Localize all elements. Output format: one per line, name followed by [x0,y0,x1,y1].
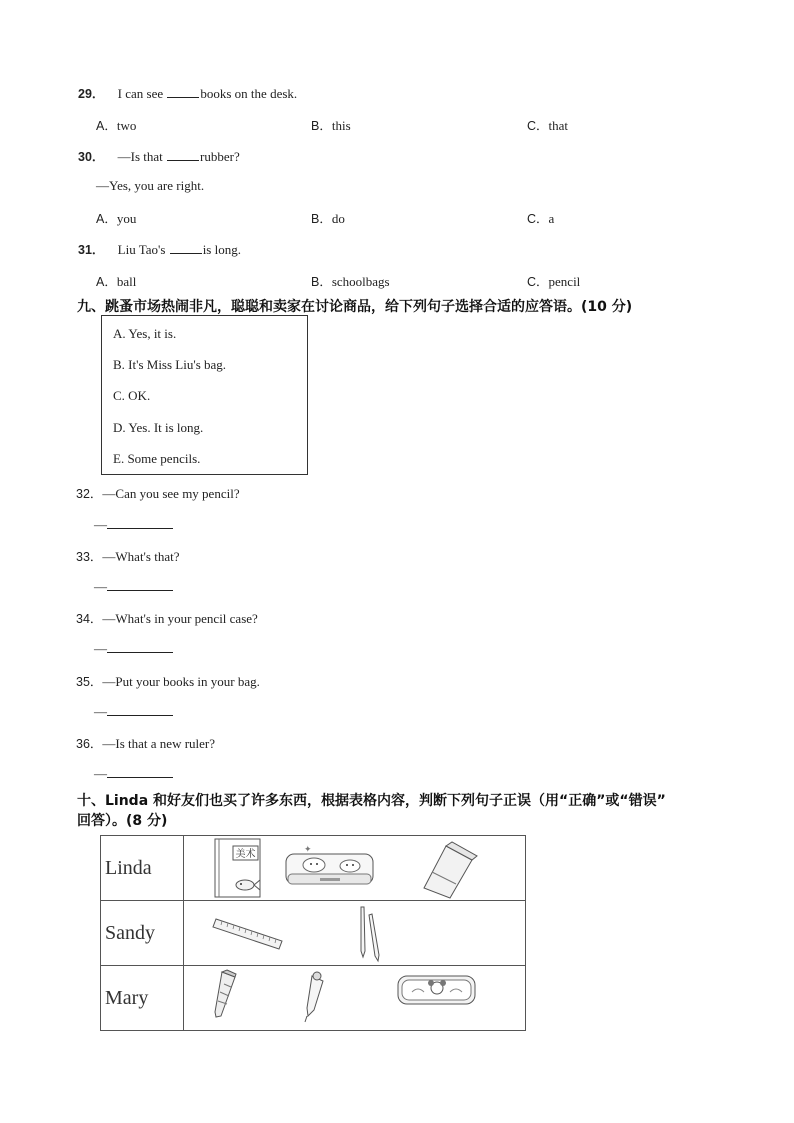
rubber-icon [424,842,477,898]
question-30-reply: —Yes, you are right. [96,178,205,193]
question-number: 30． [78,150,105,164]
choice-d: D. Yes. It is long. [113,420,204,435]
question-text: books on the desk. [200,86,298,101]
option-a: A．ball [96,274,137,289]
pen-icon [305,972,323,1022]
answer-line-35[interactable]: — [94,703,173,720]
ruler-icon [213,919,282,949]
answer-line-36[interactable]: — [94,765,173,782]
choice-e: E. Some pencils. [113,451,201,466]
row-name: Sandy [101,901,184,966]
answer-line-33[interactable]: — [94,578,173,595]
blank [167,148,199,161]
question-31 [78,240,241,258]
answer-line-34[interactable]: — [94,640,173,657]
choice-a: A. Yes, it is. [113,326,177,341]
art-book-icon [215,839,260,897]
choice-b: B. It's Miss Liu's bag. [113,357,227,372]
blank [170,241,202,254]
question-number: 29． [78,87,105,101]
question-34: 34．—What's in your pencil case? [76,611,258,626]
question-35: 35．—Put your books in your bag. [76,674,260,689]
option-b: B．schoolbags [311,274,390,289]
table-row [101,966,526,1031]
row-name: Linda [101,836,184,901]
pencil-case-icon [286,845,373,884]
section-10-heading-line2: 回答）。(8 分) [77,813,168,829]
question-text: I can see [117,86,164,101]
row-items [184,836,526,901]
crayon-icon [215,970,236,1017]
option-b: B．this [311,118,351,133]
question-text: rubber? [200,149,240,164]
question-30 [78,147,240,165]
choice-c: C. OK. [113,388,151,403]
svg-text:美术: 美术 [235,849,256,860]
question-number: 31． [78,243,105,257]
row-items [184,966,526,1031]
question-text: —Is that [117,149,163,164]
question-33: 33．—What's that? [76,549,180,564]
question-36: 36．—Is that a new ruler? [76,736,216,751]
option-a: A．you [96,211,137,226]
row-items [184,901,526,966]
option-c: C．that [527,118,569,133]
choices-box [101,315,308,475]
section-9-heading: 九、跳蚤市场热闹非凡，聪聪和卖家在讨论商品，给下列句子选择合适的应答语。(10 分) [77,299,633,315]
row-name: Mary [101,966,184,1031]
question-29 [78,84,297,102]
option-c: C．a [527,211,555,226]
blank [167,85,199,98]
question-32: 32．—Can you see my pencil? [76,486,240,501]
pencil-box-icon [398,976,475,1004]
question-text: is long. [202,242,241,257]
goods-table [100,835,526,1031]
option-b: B．do [311,211,345,226]
table-row [101,901,526,966]
question-text: Liu Tao's [117,242,166,257]
section-10-heading-line1: 十、Linda 和好友们也买了许多东西，根据表格内容，判断下列句子正误（用“正确”或“错误” [77,793,666,809]
svg-text:✦: ✦ [304,845,312,855]
pencils-icon [361,907,379,961]
option-a: A．two [96,118,137,133]
option-c: C．pencil [527,274,581,289]
answer-line-32[interactable]: — [94,516,173,533]
table-row [101,836,526,901]
